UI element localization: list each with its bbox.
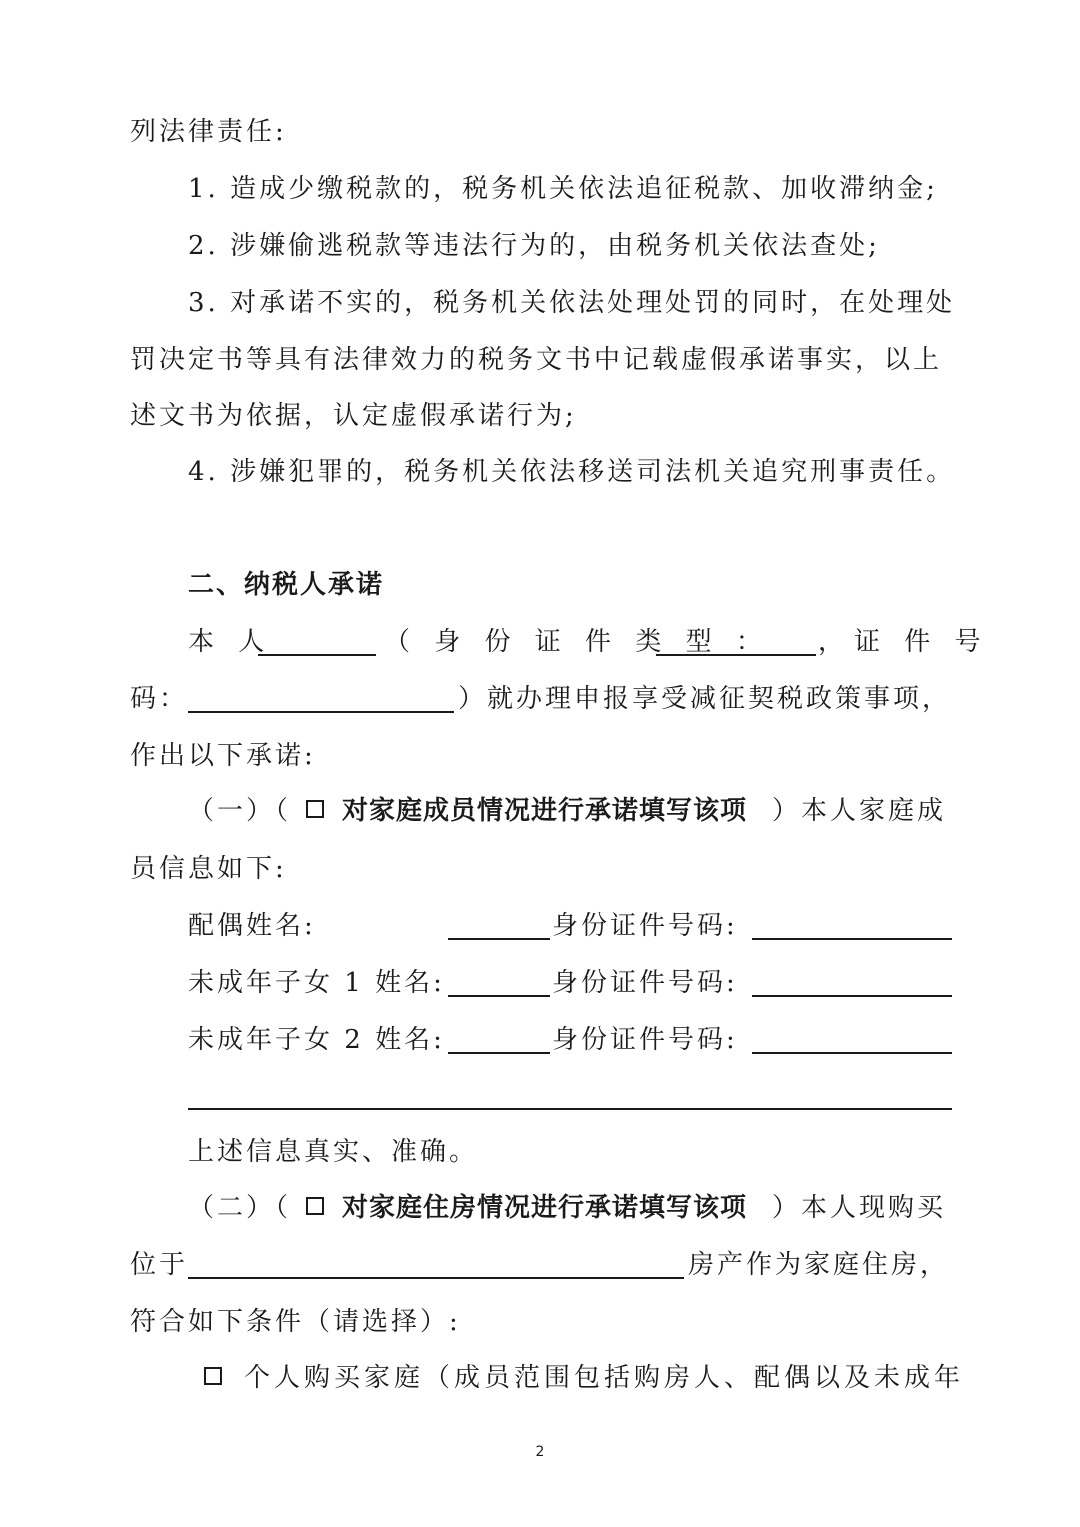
text: 1. 造成少缴税款的，税务机关依法追征税款、加收滞纳金; [188, 174, 938, 204]
text: ）本人家庭成 [772, 796, 947, 826]
liability-item-4 [0, 452, 1080, 492]
text: 对家庭成员情况进行承诺填写该项 [342, 796, 748, 826]
spouse-row [0, 906, 1080, 946]
housing-checkbox[interactable] [306, 1197, 324, 1215]
text: （ 身 份 证 件 类 型 ： [384, 627, 770, 657]
text: 列法律责任: [130, 117, 287, 147]
extra-blank-row [0, 1076, 1080, 1116]
section-2-line-2 [0, 1245, 1080, 1285]
liability-item-1 [0, 169, 1080, 209]
option-1-line [0, 1358, 1080, 1398]
liability-item-2 [0, 226, 1080, 266]
text: 3. 对承诺不实的，税务机关依法处理处罚的同时，在处理处 [188, 288, 956, 318]
section-1-line-2 [0, 849, 1080, 889]
text: 罚决定书等具有法律效力的税务文书中记载虚假承诺事实，以上 [130, 345, 943, 375]
text: ）就办理申报享受减征契税政策事项， [458, 684, 952, 714]
text: 对家庭住房情况进行承诺填写该项 [342, 1193, 748, 1223]
confirm-line [0, 1132, 1080, 1172]
promise-line-2 [0, 679, 1080, 719]
text: 身份证件号码: [552, 1025, 738, 1055]
text: 4. 涉嫌犯罪的，税务机关依法移送司法机关追究刑事责任。 [188, 457, 956, 487]
text: （一）（ [188, 796, 292, 826]
text: 本 人 [188, 627, 273, 657]
text: ， [818, 627, 845, 657]
spouse-name-blank[interactable] [448, 938, 550, 940]
promise-line-1 [0, 622, 1080, 662]
child-2-id-blank[interactable] [752, 1052, 952, 1054]
id-type-blank[interactable] [656, 654, 816, 656]
section-heading [0, 565, 1080, 605]
child-1-name-blank[interactable] [448, 995, 550, 997]
promise-line-3 [0, 736, 1080, 776]
liability-item-3-line-2 [0, 340, 1080, 380]
child-1-id-blank[interactable] [752, 995, 952, 997]
child-1-row [0, 963, 1080, 1003]
property-address-blank[interactable] [188, 1277, 684, 1279]
section-1-line-1 [0, 791, 1080, 831]
extra-info-blank[interactable] [188, 1108, 952, 1110]
text: 2. 涉嫌偷逃税款等违法行为的，由税务机关依法查处; [188, 231, 880, 261]
text: 配偶姓名: [188, 911, 316, 941]
child-2-name-blank[interactable] [448, 1052, 550, 1054]
id-number-blank[interactable] [188, 711, 454, 713]
text: 身份证件号码: [552, 968, 738, 998]
text: 述文书为依据，认定虚假承诺行为; [130, 401, 577, 431]
text: 未成年子女 2 姓名: [188, 1025, 445, 1055]
text: 员信息如下: [130, 854, 287, 884]
section-2-line-3 [0, 1302, 1080, 1342]
child-2-row [0, 1020, 1080, 1060]
page-number: 2 [535, 1444, 545, 1460]
liability-item-3-line-1 [0, 283, 1080, 323]
text: 证 件 号 [854, 627, 989, 657]
text: 上述信息真实、准确。 [188, 1137, 479, 1167]
text: 符合如下条件（请选择）: [130, 1307, 461, 1337]
option-1-checkbox[interactable] [204, 1367, 222, 1385]
text: ）本人现购买 [772, 1193, 947, 1223]
text: （二）（ [188, 1193, 292, 1223]
text: 个人购买家庭（成员范围包括购房人、配偶以及未成年 [244, 1363, 965, 1393]
text: 身份证件号码: [552, 911, 738, 941]
section-2-line-1 [0, 1188, 1080, 1228]
liability-item-3-line-3 [0, 396, 1080, 436]
spouse-id-blank[interactable] [752, 938, 952, 940]
liability-intro-tail [0, 112, 1080, 152]
text: 未成年子女 1 姓名: [188, 968, 445, 998]
family-members-checkbox[interactable] [306, 800, 324, 818]
name-blank[interactable] [258, 654, 376, 656]
text: 房产作为家庭住房， [688, 1250, 950, 1280]
text: 作出以下承诺: [130, 741, 316, 771]
text: 位于 [130, 1250, 189, 1280]
text: 码： [130, 684, 189, 714]
page-title: 二、纳税人承诺 [188, 570, 385, 600]
